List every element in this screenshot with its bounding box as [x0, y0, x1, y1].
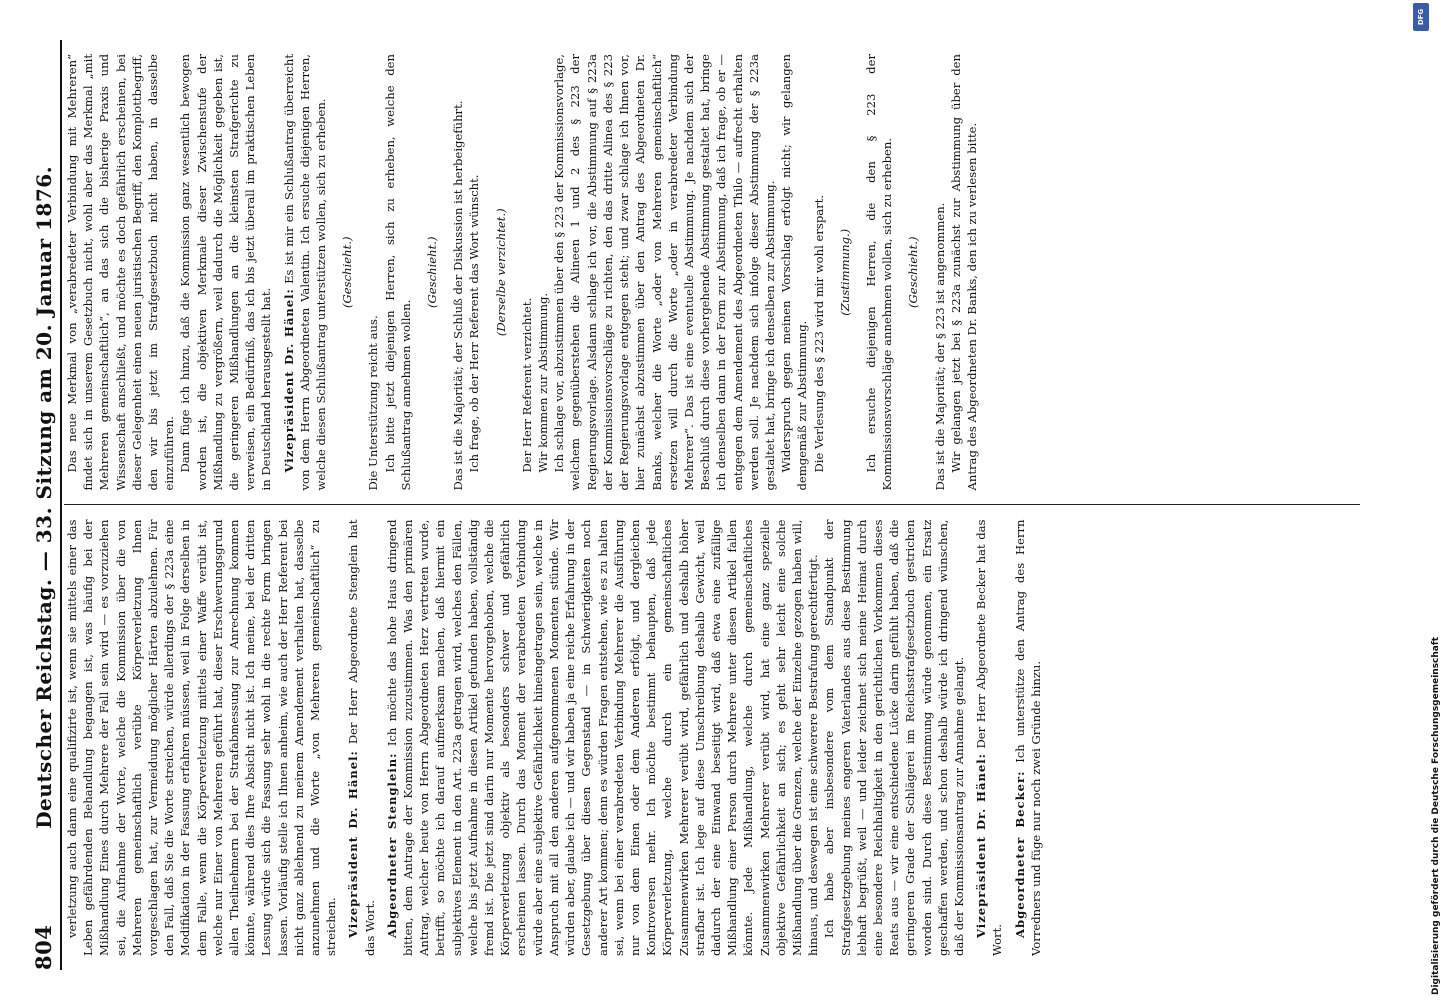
- paragraph: Widerspruch gegen meinen Vorschlag erfolgt nicht; wir gelangen demgemäß zur Abstimmung.: [779, 54, 810, 491]
- column-right: [64, 40, 1360, 506]
- paragraph: Dann füge ich hinzu, daß die Kommission ganz wesentlich bewogen worden ist, die objektiven Merkmale dieser Zwischenstufe der Mißhandlung zu vergrößern, weil dadurch die Möglichkeit gegeben ist, die geringeren Mißhandlungen an die kleinsten Strafgerichte zu verweisen, ein Bedürfniß, das ich bis jetzt überall im praktischen Leben in Deutschland herausgestellt hat.: [178, 54, 274, 491]
- speech-text: Es ist mir ein Schlußantrag überreicht von dem Herrn Abgeordneten Valentin. Ich ersuche diejenigen Herren, welche diesen Schlußantrag unterstützen wollen, sich zu erheben.: [281, 54, 329, 491]
- speaker-paragraph: [1012, 520, 1044, 957]
- speech-text: Ich möchte das hohe Haus dringend bitten, dem Antrage der Kommission zuzustimmen. Was den primären Antrag, welcher heute von Herrn Abgeordneten Herz vertreten wurde, betrifft, so möchte ich darauf aufmerksam machen, daß hiermit ein subjektives Element in den Art. 223a getragen wird, welches den Fällen, welche bis jetzt Aufnahme in diesen Artikel gefunden haben, vollständig fremd ist. Die jetzt sind darin nur Momente hervorgehoben, welche die Körperverletzung objektiv als besonders schwer und gefährlich erscheinen lassen. Durch das Moment der verabredeten Verbindung würde aber eine subjektive Gefährlichkeit hineingetragen sein, welche in Anspruch mit all den anderen aufgenommenen Momenten stünde. Wir würden aber, glaube ich — und wir haben ja eine reiche Erfahrung in der Gesetzgebung über diesen Gegenstand — in Schwierigkeiten noch anderer Art kommen; denn es würden Fragen entstehen, wie es zu halten sei, wenn bei einer verabredeten Verbindung Mehrerer die Ausführung nur von dem Einen oder dem Anderen erfolgt, und dergleichen Kontroversen mehr. Ich möchte bestimmt behaupten, daß jede Körperverletzung, welche durch ein gemeinschaftliches Zusammenwirken Mehrerer verübt wird, gefährlich und deshalb höher strafbar ist. Ich lege auf diese Umschreibung deshalb Gewicht, weil dadurch der eine Einwand beseitigt wird, daß etwa eine zufällige Mißhandlung einer Person durch Mehrere unter diesen Artikel fallen könnte. Jede Mißhandlung, welche durch gemeinschaftliches Zusammenwirken Mehrerer verübt wird, hat eine ganz spezielle objektive Gefährlichkeit an sich; es geht sehr leicht eine solche Mißhandlung über die Grenzen, welche der Einzelne gezogen haben will, hinaus, und deswegen ist eine schwerere Bestrafung gerechtfertigt.: [384, 519, 821, 956]
- speaker-name: Abgeordneter Becker:: [1012, 770, 1027, 938]
- speaker-paragraph: [384, 520, 821, 957]
- paragraph: Ich ersuche diejenigen Herren, die den § 223 der Kommissionsvorschläge annehmen wollen, sich zu erheben.: [863, 54, 895, 491]
- stage-direction: (Derselbe verzichtet.): [493, 208, 508, 337]
- paragraph: Ich habe aber insbesondere vom dem Standpunkt der Strafgesetzgebung meines engeren Vaterlandes aus diese Bestimmung lebhaft begrüßt, weil — und leider zeichnet sich meine Heimat durch eine besondere Reichhaltigkeit in den gerichtlichen Vorkommen dieses Reats aus — wir eine entschiedene Lücke darin gefühlt haben, daß die geringeren Grade der Schlägerei im Reichsstrafgesetzbuch gestrichen worden sind. Durch diese Bestimmung würde genommen, ein Ersatz geschaffen werden, und schon deshalb würde ich dringend wünschen, daß der Kommissionsantrag zur Annahme gelangt.: [822, 519, 966, 956]
- page-title: Deutscher Reichstag. — 33. Sitzung am 20. Januar 1876.: [32, 165, 56, 829]
- paragraph: Ich bitte jetzt diejenigen Herren, sich zu erheben, welche den Schlußantrag annehmen wollen.: [382, 54, 413, 491]
- speaker-name: Vizepräsident Dr. Hänel:: [346, 750, 361, 938]
- column-left: [64, 506, 1360, 971]
- paragraph: verletzung auch dann eine qualifizirte ist, wenn sie mittels einer das Leben gefährdenden Behandlung begangen ist, was häufig bei der Mißhandlung Eines durch Mehrere der Fall sein wird — es vorzuziehen sei, die Aufnahme der Worte, welche die Kommission über die von Mehreren gemeinschaftlich verübte Körperverletzung Ihnen vorgeschlagen hat, zur Vermeidung möglicher Härten abzulehnen. Für den Fall, daß Sie die Worte streichen, würde allerdings der § 223a eine Modifikation in der Fassung erfahren müssen, weil in Folge derselben in dem Falle, wenn die Körperverletzung mittels einer Waffe verübt ist, welche nur Einer von Mehreren geführt hat, dieser Erschwerungsgrund allen Theilnehmern bei der Strafabmessung zur Anrechnung kommen könnte, während dies Ihre Absicht nicht ist. Ich meine, bei der dritten Lesung würde sich die Fassung sehr wohl in die rechte Form bringen lassen. Vorläufig stelle ich Ihnen anheim, wie auch der Herr Referent bei nicht ganz ablehnend zu meinem Amendement verhalten hat, dasselbe anzunehmen und die Worte „von Mehreren gemeinschaftlich“ zu streichen.: [65, 519, 339, 956]
- paragraph: Wir gelangen jetzt bei § 223a zunächst zur Abstimmung über den Antrag des Abgeordneten Dr. Banks, den ich zu verlesen bitte.: [948, 54, 979, 491]
- paragraph: Das neue Merkmal von „verabredeter Verbindung mit Mehreren“ findet sich in unserem Gesetzbuch nicht, wohl aber das Merkmal „mit Mehreren gemeinschaftlich“, an das sich die bisherige Praxis und Wissenschaft anschließt, und möchte es doch gefährlich erscheinen, bei dieser Gelegenheit einen neuen juristischen Begriff, den Komplottbegriff, den wir bis jetzt im Strafgesetzbuch nicht haben, in dasselbe einzuführen.: [65, 54, 177, 491]
- speaker-name: Vizepräsident Dr. Hänel:: [974, 753, 989, 938]
- stage-direction: (Geschieht.): [425, 236, 440, 308]
- page-header: [20, 40, 62, 970]
- speaker-paragraph: [973, 520, 1005, 957]
- digitization-credit: Digitalisierung gefördert durch die Deutsche Forschungsgemeinschaft: [1431, 636, 1441, 995]
- speaker-name: Vizepräsident Dr. Hänel:: [281, 288, 296, 473]
- paragraph: Das ist die Majorität; der Schluß der Diskussion ist herbeigeführt.: [451, 100, 466, 491]
- digitization-sidebar: [1410, 0, 1430, 1000]
- speaker-name: Abgeordneter Stenglein:: [384, 752, 399, 938]
- paragraph: Das ist die Majorität; der § 223 ist angenommen.: [932, 202, 947, 491]
- paragraph: Wir kommen zur Abstimmung.: [536, 292, 551, 473]
- paragraph: Die Unterstützung reicht aus.: [366, 315, 381, 491]
- speaker-paragraph: [345, 520, 377, 957]
- speech-text: Der Herr Abgeordnete Stenglein hat das Wort.: [346, 519, 377, 956]
- stage-direction: (Geschieht.): [906, 236, 921, 308]
- stage-direction: (Geschieht.): [340, 236, 355, 308]
- paragraph: Der Herr Referent verzichtet.: [519, 297, 534, 473]
- paragraph: Ich schlage vor, abzustimmen über den § 223 der Kommissionsvorlage, welchem gegenüberstehen die Alineen 1 und 2 des § 223 der Regierungsvorlage. Alsdann schlage ich vor, die Abstimmung auf § 223a der Kommissionsvorschläge zu richten, den das dritte Alinea des § 223 der Regierungsvorlage entgegen steht; und zwar schlage ich Ihnen vor, hier zunächst abzustimmen über den Antrag des Abgeordneten Dr. Banks, welcher die Worte „oder von Mehreren gemeinschaftlich“ ersetzen will durch die Worte „oder in verabredeter Verbindung Mehrerer“. Das ist eine eventuelle Abstimmung. Je nachdem sich der Beschluß durch diese vorhergehende Abstimmung gestaltet hat, bringe ich denselben dann in der Form zur Abstimmung, daß ich frage, ob er — entgegen dem Amendement des Abgeordneten Thilo — aufrecht erhalten werden soll. Je nachdem sich infolge dieser Abstimmung der § 223a gestaltet hat, bringe ich denselben zur Abstimmung.: [552, 54, 777, 491]
- stage-direction: (Zustimmung.): [837, 228, 852, 316]
- text-columns: [64, 40, 1360, 970]
- dfg-logo: DFG: [1413, 3, 1429, 31]
- paragraph: Die Verlesung des § 223 wird mir wohl erspart.: [811, 194, 826, 473]
- speaker-paragraph: [281, 54, 330, 491]
- paragraph: Ich frage, ob der Herr Referent das Wort wünscht.: [467, 174, 482, 473]
- speech-text: Der Herr Abgeordnete Becker hat das Wort.: [974, 519, 1005, 956]
- page-number: 804: [31, 924, 56, 970]
- speech-text: Ich unterstütze den Antrag des Herrn Vorredners und füge nur noch zwei Gründe hinzu.: [1012, 519, 1043, 956]
